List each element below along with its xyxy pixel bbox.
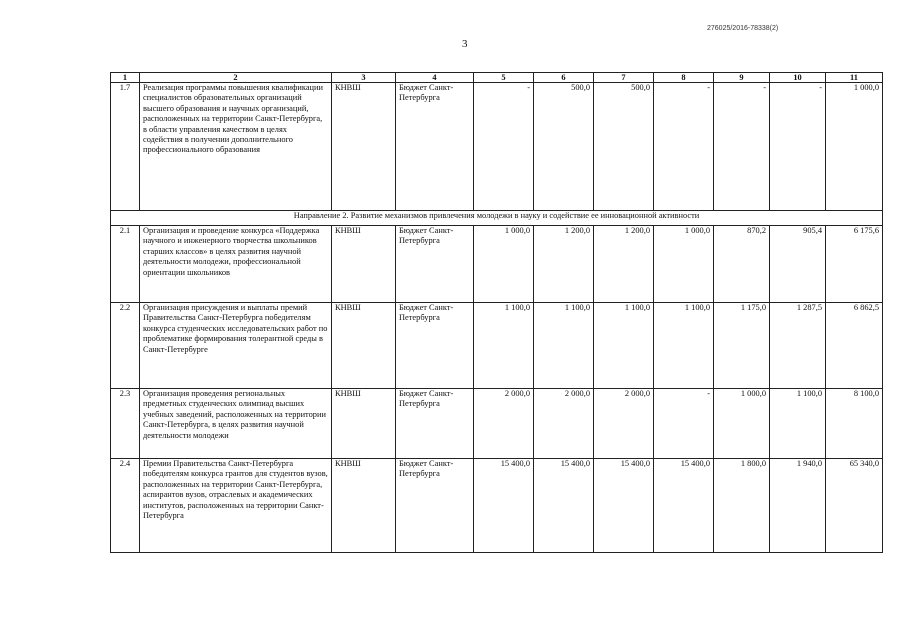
value-cell: - bbox=[714, 83, 770, 211]
header-cell: 11 bbox=[826, 73, 883, 83]
header-cell: 5 bbox=[474, 73, 534, 83]
funding-source: Бюджет Санкт-Петербурга bbox=[396, 459, 474, 553]
value-cell: 1 175,0 bbox=[714, 303, 770, 389]
header-cell: 2 bbox=[140, 73, 332, 83]
table-row bbox=[111, 389, 883, 459]
value-cell: 1 000,0 bbox=[654, 226, 714, 303]
executor: КНВШ bbox=[332, 459, 396, 553]
activity-name: Организация присуждения и выплаты премий Правительства Санкт-Петербурга победителям конкурса студенческих исследовательских работ по проблематике формирования толерантной среды в Санкт-Петербурге bbox=[140, 303, 332, 389]
activity-name: Реализация программы повышения квалификации специалистов образовательных организаций высшего образования и научных организаций, расположенных на территории Санкт-Петербурга, в области управления качеством в целях содействия в получении дополнительного профессионального образования bbox=[140, 83, 332, 211]
document-id: 276025/2016-78338(2) bbox=[707, 25, 779, 32]
value-cell: 1 200,0 bbox=[594, 226, 654, 303]
total-cell: 1 000,0 bbox=[826, 83, 883, 211]
header-cell: 8 bbox=[654, 73, 714, 83]
value-cell: 2 000,0 bbox=[594, 389, 654, 459]
activity-name: Организация проведения региональных предметных студенческих олимпиад высших учебных заведений, расположенных на территории Санкт-Петербурга, в целях развития научной деятельности молодежи bbox=[140, 389, 332, 459]
value-cell: 905,4 bbox=[770, 226, 826, 303]
funding-source: Бюджет Санкт-Петербурга bbox=[396, 303, 474, 389]
value-cell: - bbox=[474, 83, 534, 211]
row-number: 1.7 bbox=[111, 83, 140, 211]
total-cell: 8 100,0 bbox=[826, 389, 883, 459]
value-cell: - bbox=[770, 83, 826, 211]
row-number: 2.3 bbox=[111, 389, 140, 459]
value-cell: 1 000,0 bbox=[714, 389, 770, 459]
row-number: 2.2 bbox=[111, 303, 140, 389]
header-cell: 4 bbox=[396, 73, 474, 83]
executor: КНВШ bbox=[332, 83, 396, 211]
value-cell: 2 000,0 bbox=[474, 389, 534, 459]
header-cell: 3 bbox=[332, 73, 396, 83]
row-number: 2.4 bbox=[111, 459, 140, 553]
executor: КНВШ bbox=[332, 303, 396, 389]
row-number: 2.1 bbox=[111, 226, 140, 303]
value-cell: 500,0 bbox=[594, 83, 654, 211]
value-cell: 1 100,0 bbox=[654, 303, 714, 389]
header-row bbox=[111, 73, 883, 83]
header-cell: 6 bbox=[534, 73, 594, 83]
direction-heading: Направление 2. Развитие механизмов привлечения молодежи в науку и содействие ее инновационной активности bbox=[111, 211, 883, 226]
table-row bbox=[111, 226, 883, 303]
header-cell: 1 bbox=[111, 73, 140, 83]
table-row bbox=[111, 459, 883, 553]
value-cell: - bbox=[654, 83, 714, 211]
value-cell: 2 000,0 bbox=[534, 389, 594, 459]
value-cell: - bbox=[654, 389, 714, 459]
value-cell: 15 400,0 bbox=[654, 459, 714, 553]
value-cell: 1 100,0 bbox=[770, 389, 826, 459]
funding-source: Бюджет Санкт-Петербурга bbox=[396, 226, 474, 303]
value-cell: 870,2 bbox=[714, 226, 770, 303]
value-cell: 1 200,0 bbox=[534, 226, 594, 303]
total-cell: 65 340,0 bbox=[826, 459, 883, 553]
header-cell: 9 bbox=[714, 73, 770, 83]
table-row bbox=[111, 303, 883, 389]
direction-row bbox=[111, 211, 883, 226]
executor: КНВШ bbox=[332, 226, 396, 303]
program-table bbox=[110, 72, 883, 553]
total-cell: 6 862,5 bbox=[826, 303, 883, 389]
table-row bbox=[111, 83, 883, 211]
value-cell: 1 287,5 bbox=[770, 303, 826, 389]
activity-name: Премии Правительства Санкт-Петербурга победителям конкурса грантов для студентов вузов, расположенных на территории Санкт-Петербурга, аспирантов вузов, отраслевых и академических институтов, расположенных на территории Санкт-Петербурга bbox=[140, 459, 332, 553]
value-cell: 1 100,0 bbox=[474, 303, 534, 389]
page-number: 3 bbox=[462, 38, 468, 50]
value-cell: 500,0 bbox=[534, 83, 594, 211]
header-cell: 7 bbox=[594, 73, 654, 83]
header-cell: 10 bbox=[770, 73, 826, 83]
activity-name: Организация и проведение конкурса «Поддержка научного и инженерного творчества школьников старших классов» в целях развития научной деятельности молодежи, профессиональной ориентации школьников bbox=[140, 226, 332, 303]
value-cell: 1 800,0 bbox=[714, 459, 770, 553]
value-cell: 1 100,0 bbox=[594, 303, 654, 389]
value-cell: 15 400,0 bbox=[474, 459, 534, 553]
value-cell: 15 400,0 bbox=[594, 459, 654, 553]
executor: КНВШ bbox=[332, 389, 396, 459]
funding-source: Бюджет Санкт-Петербурга bbox=[396, 83, 474, 211]
value-cell: 1 000,0 bbox=[474, 226, 534, 303]
value-cell: 1 100,0 bbox=[534, 303, 594, 389]
value-cell: 15 400,0 bbox=[534, 459, 594, 553]
total-cell: 6 175,6 bbox=[826, 226, 883, 303]
value-cell: 1 940,0 bbox=[770, 459, 826, 553]
funding-source: Бюджет Санкт-Петербурга bbox=[396, 389, 474, 459]
